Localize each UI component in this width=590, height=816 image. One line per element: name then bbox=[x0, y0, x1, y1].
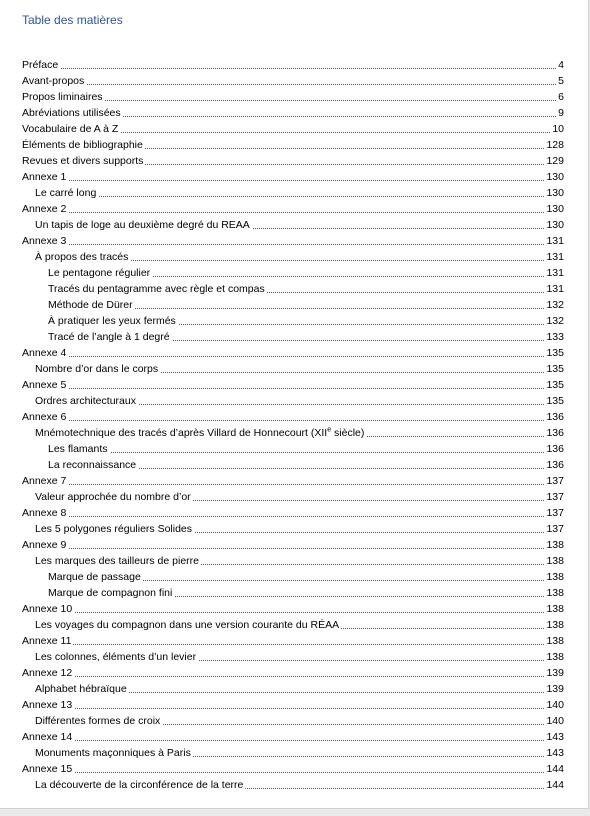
toc-entry-title[interactable] bbox=[22, 377, 68, 393]
toc-entry[interactable] bbox=[22, 137, 564, 153]
toc-entry-title-text: Annexe 9 bbox=[22, 539, 67, 551]
toc-entry-title[interactable] bbox=[35, 185, 98, 201]
toc-entry-title[interactable] bbox=[22, 633, 73, 649]
toc-entry-title-text: Annexe 8 bbox=[22, 507, 67, 519]
toc-entry-page-number[interactable]: 143 bbox=[546, 747, 564, 759]
dot-leader bbox=[22, 548, 564, 549]
dot-leader bbox=[22, 212, 564, 213]
toc-entry[interactable] bbox=[35, 553, 564, 569]
dot-leader bbox=[22, 676, 564, 677]
toc-entry-page-number[interactable]: 136 bbox=[546, 427, 564, 439]
dot-leader bbox=[22, 612, 564, 613]
toc-entry[interactable] bbox=[48, 585, 564, 601]
toc-entry-title[interactable] bbox=[48, 265, 152, 281]
toc-entry[interactable] bbox=[35, 617, 564, 633]
toc-entry-title-text: Le pentagone régulier bbox=[48, 267, 151, 279]
toc-entry-page-number[interactable]: 138 bbox=[546, 603, 564, 615]
toc-entry-title-text: À propos des tracés bbox=[35, 251, 129, 263]
toc-entry-page-number[interactable]: 139 bbox=[546, 683, 564, 695]
toc-entry-page-number[interactable]: 138 bbox=[546, 539, 564, 551]
toc-entry-page-number[interactable]: 138 bbox=[546, 651, 564, 663]
toc-entry-title-text: Mnémotechnique des tracés d’après Villard de Honnecourt (XII bbox=[35, 427, 328, 439]
toc-entry[interactable] bbox=[22, 665, 564, 681]
toc-entry[interactable] bbox=[22, 537, 564, 553]
toc-entry[interactable] bbox=[35, 361, 564, 377]
toc-entry[interactable] bbox=[22, 89, 564, 105]
toc-entry-title[interactable] bbox=[48, 441, 110, 457]
dot-leader bbox=[22, 244, 564, 245]
toc-entry[interactable] bbox=[22, 633, 564, 649]
toc-entry-page-number[interactable]: 5 bbox=[558, 75, 564, 87]
toc-entry[interactable] bbox=[22, 473, 564, 489]
toc-entry-title-text: Annexe 6 bbox=[22, 411, 67, 423]
toc-entry-title[interactable] bbox=[35, 649, 198, 665]
toc-entry[interactable] bbox=[22, 761, 564, 777]
toc-entry-title-text: Propos liminaires bbox=[22, 91, 103, 103]
dot-leader bbox=[48, 452, 564, 453]
toc-entry[interactable] bbox=[22, 105, 564, 121]
toc-entry[interactable] bbox=[48, 441, 564, 457]
toc-entry-title-text: La découverte de la circonférence de la terre bbox=[35, 779, 244, 791]
toc-entry-page-number[interactable]: 137 bbox=[546, 491, 564, 503]
dot-leader bbox=[22, 388, 564, 389]
toc-entry-title-text: Différentes formes de croix bbox=[35, 715, 161, 727]
toc-entry-page-number[interactable]: 138 bbox=[546, 635, 564, 647]
toc-entry[interactable] bbox=[22, 409, 564, 425]
toc-entry-page-number[interactable]: 139 bbox=[546, 667, 564, 679]
toc-entry[interactable] bbox=[22, 345, 564, 361]
toc-entry-title-text: Annexe 3 bbox=[22, 235, 67, 247]
toc-entry-title[interactable] bbox=[22, 697, 74, 713]
toc-entry-page-number[interactable]: 135 bbox=[546, 379, 564, 391]
toc-entry[interactable] bbox=[22, 73, 564, 89]
toc-entry-title-text: Les 5 polygones réguliers Solides bbox=[35, 523, 193, 535]
dot-leader bbox=[22, 772, 564, 773]
toc-entry-title-text: Abréviations utilisées bbox=[22, 107, 121, 119]
toc-entry-title[interactable] bbox=[35, 361, 160, 377]
toc-entry-page-number[interactable]: 6 bbox=[558, 91, 564, 103]
toc-entry-page-number[interactable]: 10 bbox=[552, 123, 564, 135]
toc-entry-title[interactable] bbox=[48, 569, 143, 585]
toc-entry-title-text: Alphabet hébraïque bbox=[35, 683, 127, 695]
toc-entry-title[interactable] bbox=[22, 345, 68, 361]
toc-entry-page-number[interactable]: 138 bbox=[546, 587, 564, 599]
toc-entry-page-number[interactable]: 138 bbox=[546, 555, 564, 567]
toc-entry-title[interactable] bbox=[48, 585, 174, 601]
toc-entry-title-text: À pratiquer les yeux fermés bbox=[48, 315, 176, 327]
dot-leader bbox=[22, 484, 564, 485]
toc-entry-title-text: Ordres architecturaux bbox=[35, 395, 136, 407]
toc-entry[interactable] bbox=[35, 521, 564, 537]
toc-entry-title-text: Marque de passage bbox=[48, 571, 141, 583]
toc-entry-title[interactable] bbox=[22, 233, 68, 249]
dot-leader bbox=[35, 196, 564, 197]
toc-entry-title[interactable] bbox=[48, 329, 172, 345]
toc-entry-page-number[interactable]: 131 bbox=[546, 283, 564, 295]
toc-entry-title-text: Les voyages du compagnon dans une version courante du RÉAA bbox=[35, 619, 340, 631]
toc-entry-page-number[interactable]: 130 bbox=[546, 187, 564, 199]
toc-entry-page-number[interactable]: 130 bbox=[546, 171, 564, 183]
toc-entry-title-text: Annexe 15 bbox=[22, 763, 73, 775]
toc-entry[interactable] bbox=[48, 297, 564, 313]
toc-entry-title[interactable] bbox=[35, 745, 193, 761]
toc-entry-page-number[interactable]: 138 bbox=[546, 619, 564, 631]
dot-leader bbox=[22, 644, 564, 645]
toc-entry-page-number[interactable]: 132 bbox=[546, 315, 564, 327]
toc-entry[interactable] bbox=[35, 649, 564, 665]
toc-entry-title-text: Annexe 11 bbox=[22, 635, 72, 647]
toc-entry[interactable] bbox=[35, 713, 564, 729]
toc-entry-title-text: Annexe 7 bbox=[22, 475, 67, 487]
toc-entry-page-number[interactable]: 136 bbox=[546, 443, 564, 455]
toc-entry-page-number[interactable]: 140 bbox=[546, 715, 564, 727]
toc-entry-page-number[interactable]: 130 bbox=[546, 203, 564, 215]
toc-entry-title[interactable] bbox=[22, 729, 74, 745]
toc-entry[interactable] bbox=[35, 393, 564, 409]
toc-entry[interactable] bbox=[35, 745, 564, 761]
toc-entry-title[interactable] bbox=[22, 201, 68, 217]
toc-entry[interactable] bbox=[48, 457, 564, 473]
toc-entry-title[interactable] bbox=[35, 617, 341, 633]
toc-entry-title[interactable] bbox=[22, 665, 74, 681]
toc-entry-title[interactable] bbox=[48, 281, 267, 297]
toc-entry-title[interactable] bbox=[22, 409, 68, 425]
toc-entry-page-number[interactable]: 128 bbox=[546, 139, 564, 151]
toc-entry-page-number[interactable]: 144 bbox=[546, 763, 564, 775]
toc-entry-title-text: Tracé de l’angle à 1 degré bbox=[48, 331, 170, 343]
toc-entry-title[interactable] bbox=[22, 153, 145, 169]
toc-entry-title-text: Méthode de Dürer bbox=[48, 299, 133, 311]
toc-entry-title[interactable] bbox=[35, 249, 130, 265]
toc-entry[interactable] bbox=[22, 153, 564, 169]
toc-entry[interactable] bbox=[48, 265, 564, 281]
toc-entry-title[interactable] bbox=[35, 553, 201, 569]
toc-entry-page-number[interactable]: 131 bbox=[546, 251, 564, 263]
toc-entry-title-text: Éléments de bibliographie bbox=[22, 139, 143, 151]
toc-entry-title-text: Annexe 10 bbox=[22, 603, 73, 615]
toc-entry[interactable] bbox=[35, 681, 564, 697]
toc-entry[interactable] bbox=[22, 233, 564, 249]
toc-entry-title[interactable] bbox=[35, 713, 162, 729]
toc-entry-page-number[interactable]: 140 bbox=[546, 699, 564, 711]
toc-entry-page-number[interactable]: 137 bbox=[546, 475, 564, 487]
toc-entry-page-number[interactable]: 143 bbox=[546, 731, 564, 743]
toc-entry-title-text: Nombre d’or dans le corps bbox=[35, 363, 159, 375]
toc-entry-title[interactable] bbox=[22, 57, 60, 73]
toc-entry-page-number[interactable]: 9 bbox=[558, 107, 564, 119]
toc-entry-title-text: Valeur approchée du nombre d’or bbox=[35, 491, 191, 503]
toc-entry[interactable] bbox=[48, 313, 564, 329]
toc-entry-title[interactable] bbox=[22, 169, 68, 185]
toc-entry-title-text: Revues et divers supports bbox=[22, 155, 144, 167]
toc-entry-title[interactable] bbox=[22, 105, 123, 121]
toc-entry[interactable] bbox=[35, 249, 564, 265]
toc-entry-title[interactable] bbox=[48, 297, 135, 313]
toc-entry-title[interactable] bbox=[22, 505, 68, 521]
toc-entry[interactable] bbox=[22, 377, 564, 393]
toc-entry-title[interactable] bbox=[22, 761, 74, 777]
toc-entry-title[interactable] bbox=[22, 601, 74, 617]
toc-entry-title-suffix: siècle) bbox=[331, 427, 365, 439]
toc-entry-title-text: La reconnaissance bbox=[48, 459, 137, 471]
toc-entry-page-number[interactable]: 130 bbox=[546, 219, 564, 231]
toc-entry-page-number[interactable]: 137 bbox=[546, 507, 564, 519]
toc-entry-title[interactable] bbox=[22, 537, 68, 553]
dot-leader bbox=[22, 516, 564, 517]
toc-entry-page-number[interactable]: 132 bbox=[546, 299, 564, 311]
toc-entry-superscript: e bbox=[327, 426, 332, 434]
toc-entry[interactable] bbox=[22, 121, 564, 137]
toc-entry-title-text: Annexe 5 bbox=[22, 379, 67, 391]
toc-entry-title-text: Monuments maçonniques à Paris bbox=[35, 747, 191, 759]
toc-entry-title[interactable] bbox=[22, 473, 68, 489]
toc-entry-title-text: Annexe 2 bbox=[22, 203, 67, 215]
toc-entry-title-text: Tracés du pentagramme avec règle et compas bbox=[48, 283, 265, 295]
dot-leader bbox=[22, 84, 564, 85]
dot-leader bbox=[22, 708, 564, 709]
toc-entry[interactable] bbox=[35, 777, 564, 793]
toc-entry-title-text: Annexe 1 bbox=[22, 171, 67, 183]
toc-entry[interactable] bbox=[22, 729, 564, 745]
toc-entry-title[interactable] bbox=[35, 777, 245, 793]
toc-entry-title-text: Annexe 13 bbox=[22, 699, 73, 711]
toc-entry-title[interactable] bbox=[48, 313, 178, 329]
toc-entry-title[interactable] bbox=[35, 681, 129, 697]
toc-entry[interactable] bbox=[22, 57, 564, 73]
toc-entry[interactable] bbox=[35, 217, 564, 233]
toc-entry[interactable] bbox=[48, 281, 564, 297]
toc-entry-title[interactable] bbox=[35, 217, 252, 233]
toc-entry-page-number[interactable]: 144 bbox=[546, 779, 564, 791]
toc-entry-title[interactable] bbox=[48, 457, 138, 473]
dot-leader bbox=[22, 356, 564, 357]
toc-entry-page-number[interactable]: 135 bbox=[546, 363, 564, 375]
toc-entry-title[interactable] bbox=[35, 393, 138, 409]
toc-entry-page-number[interactable]: 136 bbox=[546, 411, 564, 423]
toc-entry-title[interactable] bbox=[22, 89, 105, 105]
dot-leader bbox=[22, 68, 564, 69]
toc-entry[interactable] bbox=[35, 425, 564, 441]
toc-heading: Table des matières bbox=[22, 13, 123, 27]
toc-entry-page-number[interactable]: 137 bbox=[546, 523, 564, 535]
toc-entry[interactable] bbox=[35, 185, 564, 201]
dot-leader bbox=[22, 740, 564, 741]
toc-entry-title-text: Marque de compagnon fini bbox=[48, 587, 173, 599]
toc-entry-title-text: Annexe 12 bbox=[22, 667, 73, 679]
toc-entry-title[interactable] bbox=[22, 73, 86, 89]
toc-entry-title-text: Les flamants bbox=[48, 443, 108, 455]
toc-entry-page-number[interactable]: 129 bbox=[546, 155, 564, 167]
dot-leader bbox=[22, 420, 564, 421]
toc-entry[interactable] bbox=[35, 489, 564, 505]
toc-entry-title[interactable] bbox=[35, 489, 193, 505]
toc-entry-title-text: Préface bbox=[22, 59, 59, 71]
toc-entry[interactable] bbox=[22, 601, 564, 617]
toc-entry-title-text: Vocabulaire de A à Z bbox=[22, 123, 119, 135]
dot-leader bbox=[22, 180, 564, 181]
toc-list bbox=[22, 57, 564, 793]
toc-entry-page-number[interactable]: 133 bbox=[546, 331, 564, 343]
toc-entry-title[interactable] bbox=[22, 121, 120, 137]
toc-entry[interactable] bbox=[48, 329, 564, 345]
toc-entry-page-number[interactable]: 136 bbox=[546, 459, 564, 471]
toc-entry-page-number[interactable]: 135 bbox=[546, 395, 564, 407]
toc-entry-page-number[interactable]: 138 bbox=[546, 571, 564, 583]
toc-entry-title[interactable] bbox=[35, 521, 194, 537]
toc-entry[interactable] bbox=[22, 505, 564, 521]
toc-entry[interactable] bbox=[22, 697, 564, 713]
toc-entry-title-text: Le carré long bbox=[35, 187, 97, 199]
toc-entry-page-number[interactable]: 4 bbox=[558, 59, 564, 71]
toc-entry-title[interactable] bbox=[22, 137, 145, 153]
toc-entry[interactable] bbox=[48, 569, 564, 585]
toc-entry-title-text: Annexe 14 bbox=[22, 731, 73, 743]
toc-entry[interactable] bbox=[22, 201, 564, 217]
toc-entry-page-number[interactable]: 131 bbox=[546, 235, 564, 247]
toc-entry-page-number[interactable]: 131 bbox=[546, 267, 564, 279]
toc-entry-title-text: Un tapis de loge au deuxième degré du REAA bbox=[35, 219, 250, 231]
toc-entry-title-text: Les marques des tailleurs de pierre bbox=[35, 555, 200, 567]
toc-entry-page-number[interactable]: 135 bbox=[546, 347, 564, 359]
toc-entry-title-text: Avant-propos bbox=[22, 75, 85, 87]
toc-entry-title-text: Annexe 4 bbox=[22, 347, 67, 359]
toc-entry[interactable] bbox=[22, 169, 564, 185]
toc-entry-title[interactable] bbox=[35, 425, 366, 441]
toc-entry-title-text: Les colonnes, éléments d’un levier bbox=[35, 651, 197, 663]
